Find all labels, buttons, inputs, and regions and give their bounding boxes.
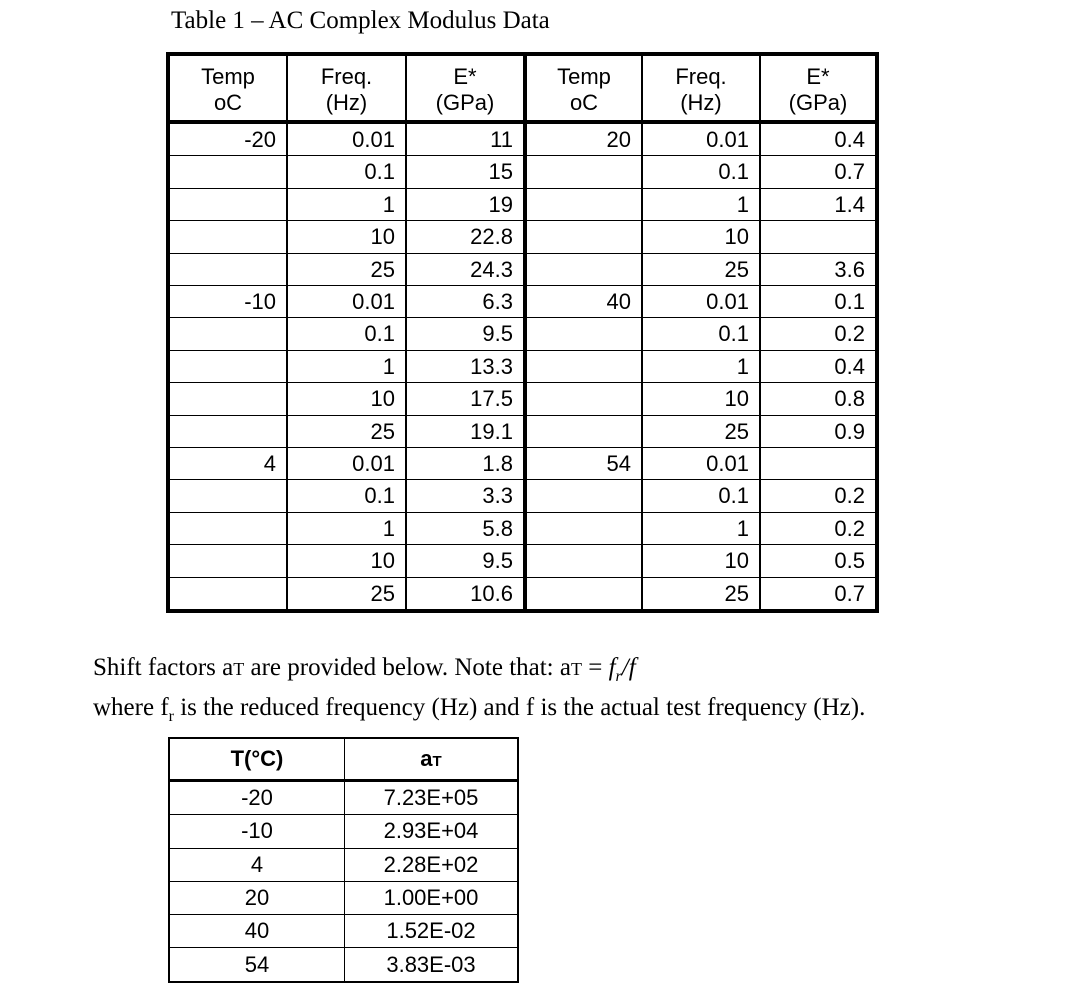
table-cell: 0.01 (642, 286, 760, 318)
table-cell (168, 577, 287, 611)
table-cell: 1 (642, 350, 760, 382)
table-cell: 3.6 (760, 253, 877, 285)
table-cell: 0.01 (287, 448, 406, 480)
shift-row (169, 915, 518, 948)
header-freq-1: Freq. (Hz) (287, 54, 406, 122)
table-caption: Table 1 – AC Complex Modulus Data (171, 7, 550, 34)
table-cell: 20 (525, 122, 642, 156)
table-cell: 1 (287, 188, 406, 220)
table-cell: 0.1 (287, 318, 406, 350)
table-cell: 0.4 (760, 350, 877, 382)
header-freq-2: Freq. (Hz) (642, 54, 760, 122)
table-cell: 10 (287, 221, 406, 253)
table-cell: 0.01 (642, 448, 760, 480)
table-cell: 1 (642, 188, 760, 220)
table-cell: 9.5 (406, 545, 525, 577)
shift-row (169, 948, 518, 982)
table-cell (168, 253, 287, 285)
table-cell: 0.01 (642, 122, 760, 156)
table-cell: 25 (287, 415, 406, 447)
table-cell: 25 (642, 577, 760, 611)
table-cell: 0.1 (287, 156, 406, 188)
header-shift-factor: aT (345, 738, 519, 781)
table-cell: 1 (287, 512, 406, 544)
table-cell (525, 512, 642, 544)
table-cell: 1 (287, 350, 406, 382)
table-cell: 1.8 (406, 448, 525, 480)
table-cell (168, 221, 287, 253)
table-cell (760, 221, 877, 253)
complex-modulus-table (166, 52, 879, 613)
table-cell: 0.01 (287, 122, 406, 156)
table-cell: 17.5 (406, 383, 525, 415)
table-row (168, 383, 877, 415)
shift-temp-cell: -20 (169, 781, 345, 815)
table-cell (168, 188, 287, 220)
table-row (168, 156, 877, 188)
table-cell (760, 448, 877, 480)
table-cell: 15 (406, 156, 525, 188)
table-cell: 25 (642, 415, 760, 447)
table-cell: -20 (168, 122, 287, 156)
table-row (168, 221, 877, 253)
table-cell: 0.7 (760, 156, 877, 188)
table-cell (168, 415, 287, 447)
shift-factor-note (93, 652, 1053, 732)
note-line-2: where $f_r$ is the reduced frequency (Hz) and f is the actual test frequency (Hz). (93, 694, 866, 725)
table-cell: 6.3 (406, 286, 525, 318)
table-cell: 5.8 (406, 512, 525, 544)
table-cell (525, 415, 642, 447)
table-cell: 19.1 (406, 415, 525, 447)
header-temperature: T(°C) (169, 738, 345, 781)
table-cell: 40 (525, 286, 642, 318)
table-cell: 0.8 (760, 383, 877, 415)
shift-row (169, 815, 518, 848)
table-cell (525, 383, 642, 415)
table-cell: 0.1 (287, 480, 406, 512)
header-modulus-1: E* (GPa) (406, 54, 525, 122)
table-cell: 11 (406, 122, 525, 156)
table-cell: 0.1 (642, 156, 760, 188)
table-cell: 13.3 (406, 350, 525, 382)
shift-row (169, 781, 518, 815)
shift-temp-cell: 20 (169, 881, 345, 914)
table-row (168, 350, 877, 382)
table-cell: 0.9 (760, 415, 877, 447)
shift-temp-cell: 4 (169, 848, 345, 881)
shift-factor-cell: 1.00E+00 (345, 881, 519, 914)
table-cell: 10 (287, 545, 406, 577)
table-row (168, 253, 877, 285)
header-modulus-2: E* (GPa) (760, 54, 877, 122)
shift-row (169, 848, 518, 881)
header-temp-1: Temp oC (168, 54, 287, 122)
table-row (168, 512, 877, 544)
shift-temp-cell: 54 (169, 948, 345, 982)
table-cell (525, 188, 642, 220)
table-cell (168, 350, 287, 382)
table-cell: 24.3 (406, 253, 525, 285)
shift-factor-cell: 7.23E+05 (345, 781, 519, 815)
shift-factor-cell: 2.28E+02 (345, 848, 519, 881)
table-cell: 1 (642, 512, 760, 544)
shift-temp-cell: -10 (169, 815, 345, 848)
table-cell: 54 (525, 448, 642, 480)
table-cell (168, 383, 287, 415)
table-cell: 25 (287, 577, 406, 611)
table-row (168, 188, 877, 220)
table-cell (525, 221, 642, 253)
table-cell (525, 350, 642, 382)
table-row (168, 415, 877, 447)
table-cell: 10 (642, 383, 760, 415)
shift-header-row (169, 738, 518, 781)
table-cell: 10.6 (406, 577, 525, 611)
table-cell: 3.3 (406, 480, 525, 512)
table-cell: 10 (642, 545, 760, 577)
table-cell (168, 512, 287, 544)
table-row (168, 480, 877, 512)
table-cell: 0.5 (760, 545, 877, 577)
table-row (168, 577, 877, 611)
table-header-row (168, 54, 877, 122)
table-cell: 0.7 (760, 577, 877, 611)
table-cell: 9.5 (406, 318, 525, 350)
table-cell: -10 (168, 286, 287, 318)
table-cell: 19 (406, 188, 525, 220)
table-cell: 10 (642, 221, 760, 253)
table-row (168, 318, 877, 350)
table-cell (168, 480, 287, 512)
shift-factor-table (168, 737, 519, 983)
shift-row (169, 881, 518, 914)
table-cell: 0.01 (287, 286, 406, 318)
table-cell (525, 253, 642, 285)
table-cell (525, 577, 642, 611)
shift-factor-cell: 3.83E-03 (345, 948, 519, 982)
table-cell (168, 156, 287, 188)
shift-factor-cell: 2.93E+04 (345, 815, 519, 848)
table-row (168, 122, 877, 156)
note-line-1: Shift factors aT are provided below. Note that: aT = $f_r/f$ (93, 654, 636, 685)
header-temp-2: Temp oC (525, 54, 642, 122)
table-cell (168, 545, 287, 577)
table-cell: 22.8 (406, 221, 525, 253)
table-cell: 0.2 (760, 318, 877, 350)
table-cell: 25 (287, 253, 406, 285)
table-cell: 0.4 (760, 122, 877, 156)
table-cell: 1.4 (760, 188, 877, 220)
shift-temp-cell: 40 (169, 915, 345, 948)
table-cell: 10 (287, 383, 406, 415)
table-cell: 0.2 (760, 512, 877, 544)
table-row (168, 448, 877, 480)
table-cell (168, 318, 287, 350)
table-cell: 25 (642, 253, 760, 285)
table-cell: 0.1 (642, 318, 760, 350)
table-cell: 0.2 (760, 480, 877, 512)
table-cell (525, 156, 642, 188)
table-cell: 0.1 (642, 480, 760, 512)
table-cell: 4 (168, 448, 287, 480)
table-cell (525, 545, 642, 577)
table-cell (525, 480, 642, 512)
shift-factor-cell: 1.52E-02 (345, 915, 519, 948)
table-cell: 0.1 (760, 286, 877, 318)
table-row (168, 545, 877, 577)
table-cell (525, 318, 642, 350)
table-row (168, 286, 877, 318)
